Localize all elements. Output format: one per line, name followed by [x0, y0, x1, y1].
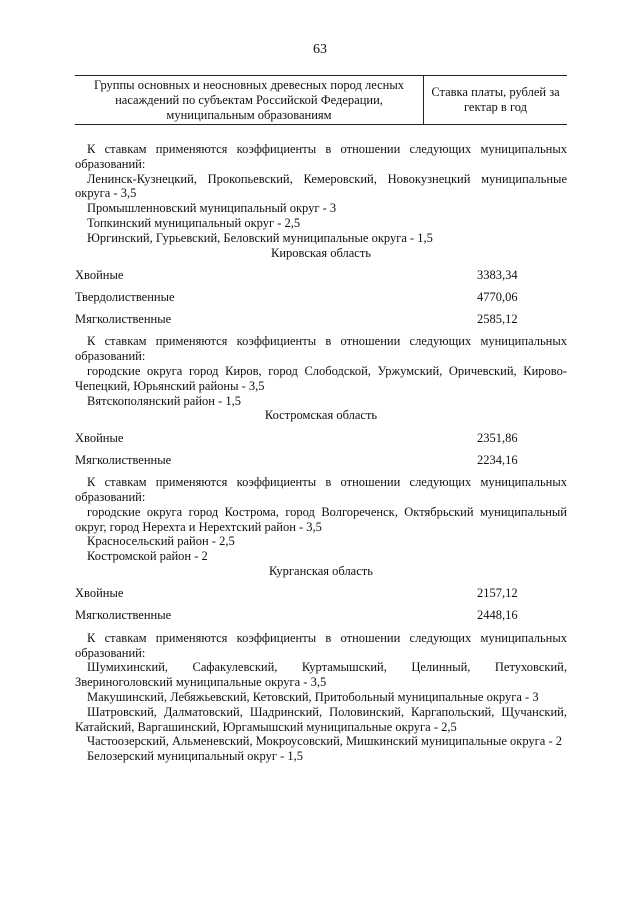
coefficient-item: Костромской район - 2: [87, 549, 208, 564]
header-rate: Ставка платы, рублей за гектар в год: [431, 85, 560, 114]
rate-value: 4770,06: [477, 289, 518, 304]
species-group: Мягколиственные: [75, 452, 172, 467]
rate-value: 2351,86: [477, 430, 518, 445]
rate-row: [75, 449, 567, 471]
species-group: Твердолиственные: [75, 289, 175, 304]
rate-row: [75, 427, 567, 449]
coefficient-item: городские округа город Киров, город Слободской, Уржумский, Оричевский, Кирово-Чепецкий, Юрьянский районы - 3,5: [75, 363, 567, 393]
rate-row: [75, 286, 567, 308]
species-group: Мягколиственные: [75, 311, 172, 326]
coefficient-item: городские округа город Кострома, город Волгореченск, Октябрьский муниципальный округ, город Нерехта и Нерехтский район - 3,5: [75, 504, 567, 534]
species-group: Хвойные: [75, 586, 124, 601]
coefficient-item: Белозерский муниципальный округ - 1,5: [87, 749, 304, 764]
header-species-group: Группы основных и неосновных древесных пород лесных насаждений по субъектам Российской Федерации, муниципальным образованиям: [75, 76, 424, 124]
rate-value: 2157,12: [477, 586, 518, 601]
rate-row: [75, 308, 567, 330]
coefficient-item: Макушинский, Лебяжьевский, Кетовский, Притобольный муниципальные округа - 3: [87, 689, 539, 704]
coefficient-note: К ставкам применяются коэффициенты в отношении следующих муниципальных образований:: [75, 142, 567, 171]
rate-value: 2234,16: [477, 452, 518, 467]
coefficient-note: К ставкам применяются коэффициенты в отношении следующих муниципальных образований:: [75, 334, 567, 364]
coefficient-item: Шатровский, Далматовский, Шадринский, Половинский, Каргапольский, Щучанский, Катайский, Варгашинский, Юргамышский муниципальные округа - 2,5: [75, 704, 567, 734]
rate-value: 2448,16: [477, 608, 518, 623]
region-title-kurgan: Курганская область: [269, 563, 373, 578]
species-group: Хвойные: [75, 430, 124, 445]
region-title-kirov: Кировская область: [270, 245, 371, 260]
coefficient-item: Юргинский, Гурьевский, Беловский муниципальные округа - 1,5: [87, 230, 433, 245]
rate-row: [75, 583, 567, 605]
coefficient-item: Промышленновский муниципальный округ - 3: [87, 201, 337, 216]
coefficient-item: Вятскополянский район - 1,5: [87, 393, 241, 408]
page-number: 63: [313, 42, 327, 57]
rate-value: 3383,34: [477, 267, 518, 282]
region-title-kostroma: Костромская область: [264, 408, 378, 423]
coefficient-item: Топкинский муниципальный округ - 2,5: [87, 215, 301, 230]
rate-row: [75, 605, 567, 627]
coefficient-item: Красносельский район - 2,5: [87, 534, 235, 549]
species-group: Хвойные: [75, 267, 124, 282]
coefficient-note: К ставкам применяются коэффициенты в отношении следующих муниципальных образований:: [75, 475, 567, 504]
rates-content: [75, 142, 567, 764]
coefficient-item: Шумихинский, Сафакулевский, Куртамышский, Целинный, Петуховский, Звериноголовский муниципальные округа - 3,5: [75, 660, 567, 690]
coefficient-note: К ставкам применяются коэффициенты в отношении следующих муниципальных образований:: [75, 630, 567, 660]
rate-row: [75, 264, 567, 286]
table-header: [75, 75, 567, 125]
rate-value: 2585,12: [477, 311, 518, 326]
species-group: Мягколиственные: [75, 608, 172, 623]
coefficient-item: Ленинск-Кузнецкий, Прокопьевский, Кемеровский, Новокузнецкий муниципальные округа - 3,5: [75, 171, 567, 201]
coefficient-item: Частоозерский, Альменевский, Мокроусовский, Мишкинский муниципальные округа - 2: [87, 734, 562, 749]
